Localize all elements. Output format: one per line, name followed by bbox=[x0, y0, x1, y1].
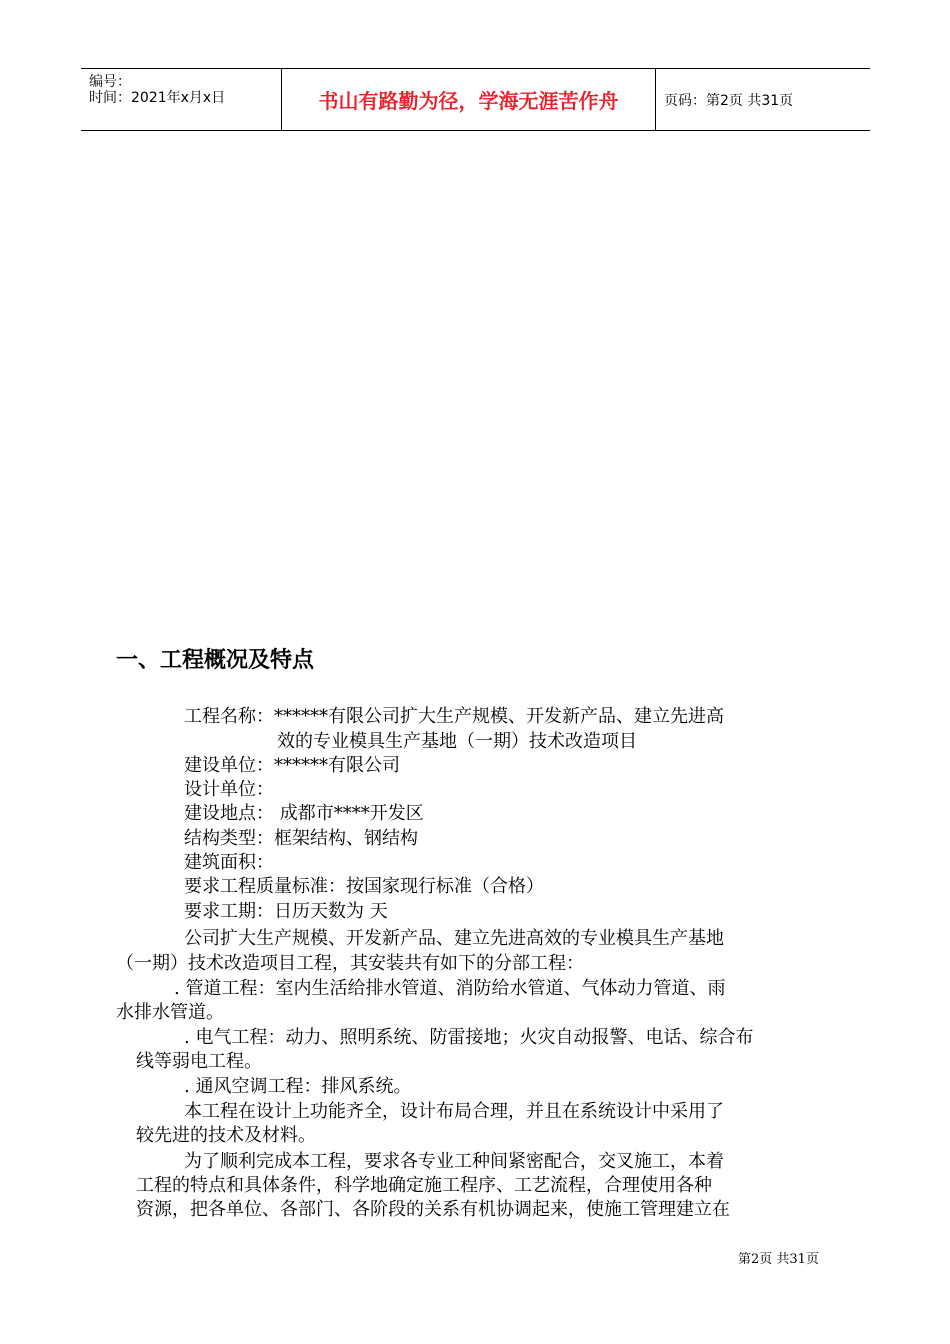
header-page-label: 页码：第2页 共31页 bbox=[664, 92, 794, 109]
body-line: 工程名称：******有限公司扩大生产规模、开发新产品、建立先进高 bbox=[184, 706, 724, 727]
body-line: . 通风空调工程：排风系统。 bbox=[184, 1076, 412, 1097]
body-line: 建设单位：******有限公司 bbox=[184, 755, 400, 776]
page-footer: 第2页 共31页 bbox=[738, 1252, 819, 1267]
body-line: 本工程在设计上功能齐全，设计布局合理，并且在系统设计中采用了 bbox=[184, 1101, 724, 1122]
body-line: 建设地点： 成都市****开发区 bbox=[184, 803, 424, 824]
body-line: 效的专业模具生产基地（一期）技术改造项目 bbox=[277, 731, 637, 752]
body-line: 线等弱电工程。 bbox=[136, 1051, 262, 1072]
body-line: . 电气工程：动力、照明系统、防雷接地；火灾自动报警、电话、综合布 bbox=[184, 1027, 754, 1048]
body-line: （一期）技术改造项目工程，其安装共有如下的分部工程： bbox=[116, 953, 584, 974]
body-line: 较先进的技术及材料。 bbox=[136, 1125, 316, 1146]
body-line: 设计单位： bbox=[184, 779, 274, 800]
body-line: 要求工期：日历天数为 天 bbox=[184, 901, 388, 922]
date-label: 时间：2021年x月x日 bbox=[89, 90, 226, 106]
page-header bbox=[81, 68, 870, 131]
body-line: 为了顺利完成本工程，要求各专业工种间紧密配合，交叉施工，本着 bbox=[184, 1151, 724, 1172]
body-line: 公司扩大生产规模、开发新产品、建立先进高效的专业模具生产基地 bbox=[184, 928, 724, 949]
section-heading: 一、工程概况及特点 bbox=[116, 648, 315, 673]
body-line: 建筑面积： bbox=[184, 852, 274, 873]
header-info-cell bbox=[81, 69, 281, 130]
header-motto: 书山有路勤为径，学海无涯苦作舟 bbox=[281, 69, 656, 130]
body-line: 资源，把各单位、各部门、各阶段的关系有机协调起来，使施工管理建立在 bbox=[136, 1199, 730, 1220]
body-line: 水排水管道。 bbox=[116, 1002, 224, 1023]
body-line: . 管道工程：室内生活给排水管道、消防给水管道、气体动力管道、雨 bbox=[174, 978, 726, 999]
body-line: 结构类型：框架结构、钢结构 bbox=[184, 828, 418, 849]
code-label: 编号： bbox=[89, 74, 131, 90]
body-line: 工程的特点和具体条件，科学地确定施工程序、工艺流程，合理使用各种 bbox=[136, 1175, 712, 1196]
body-line: 要求工程质量标准：按国家现行标准（合格） bbox=[184, 876, 544, 897]
